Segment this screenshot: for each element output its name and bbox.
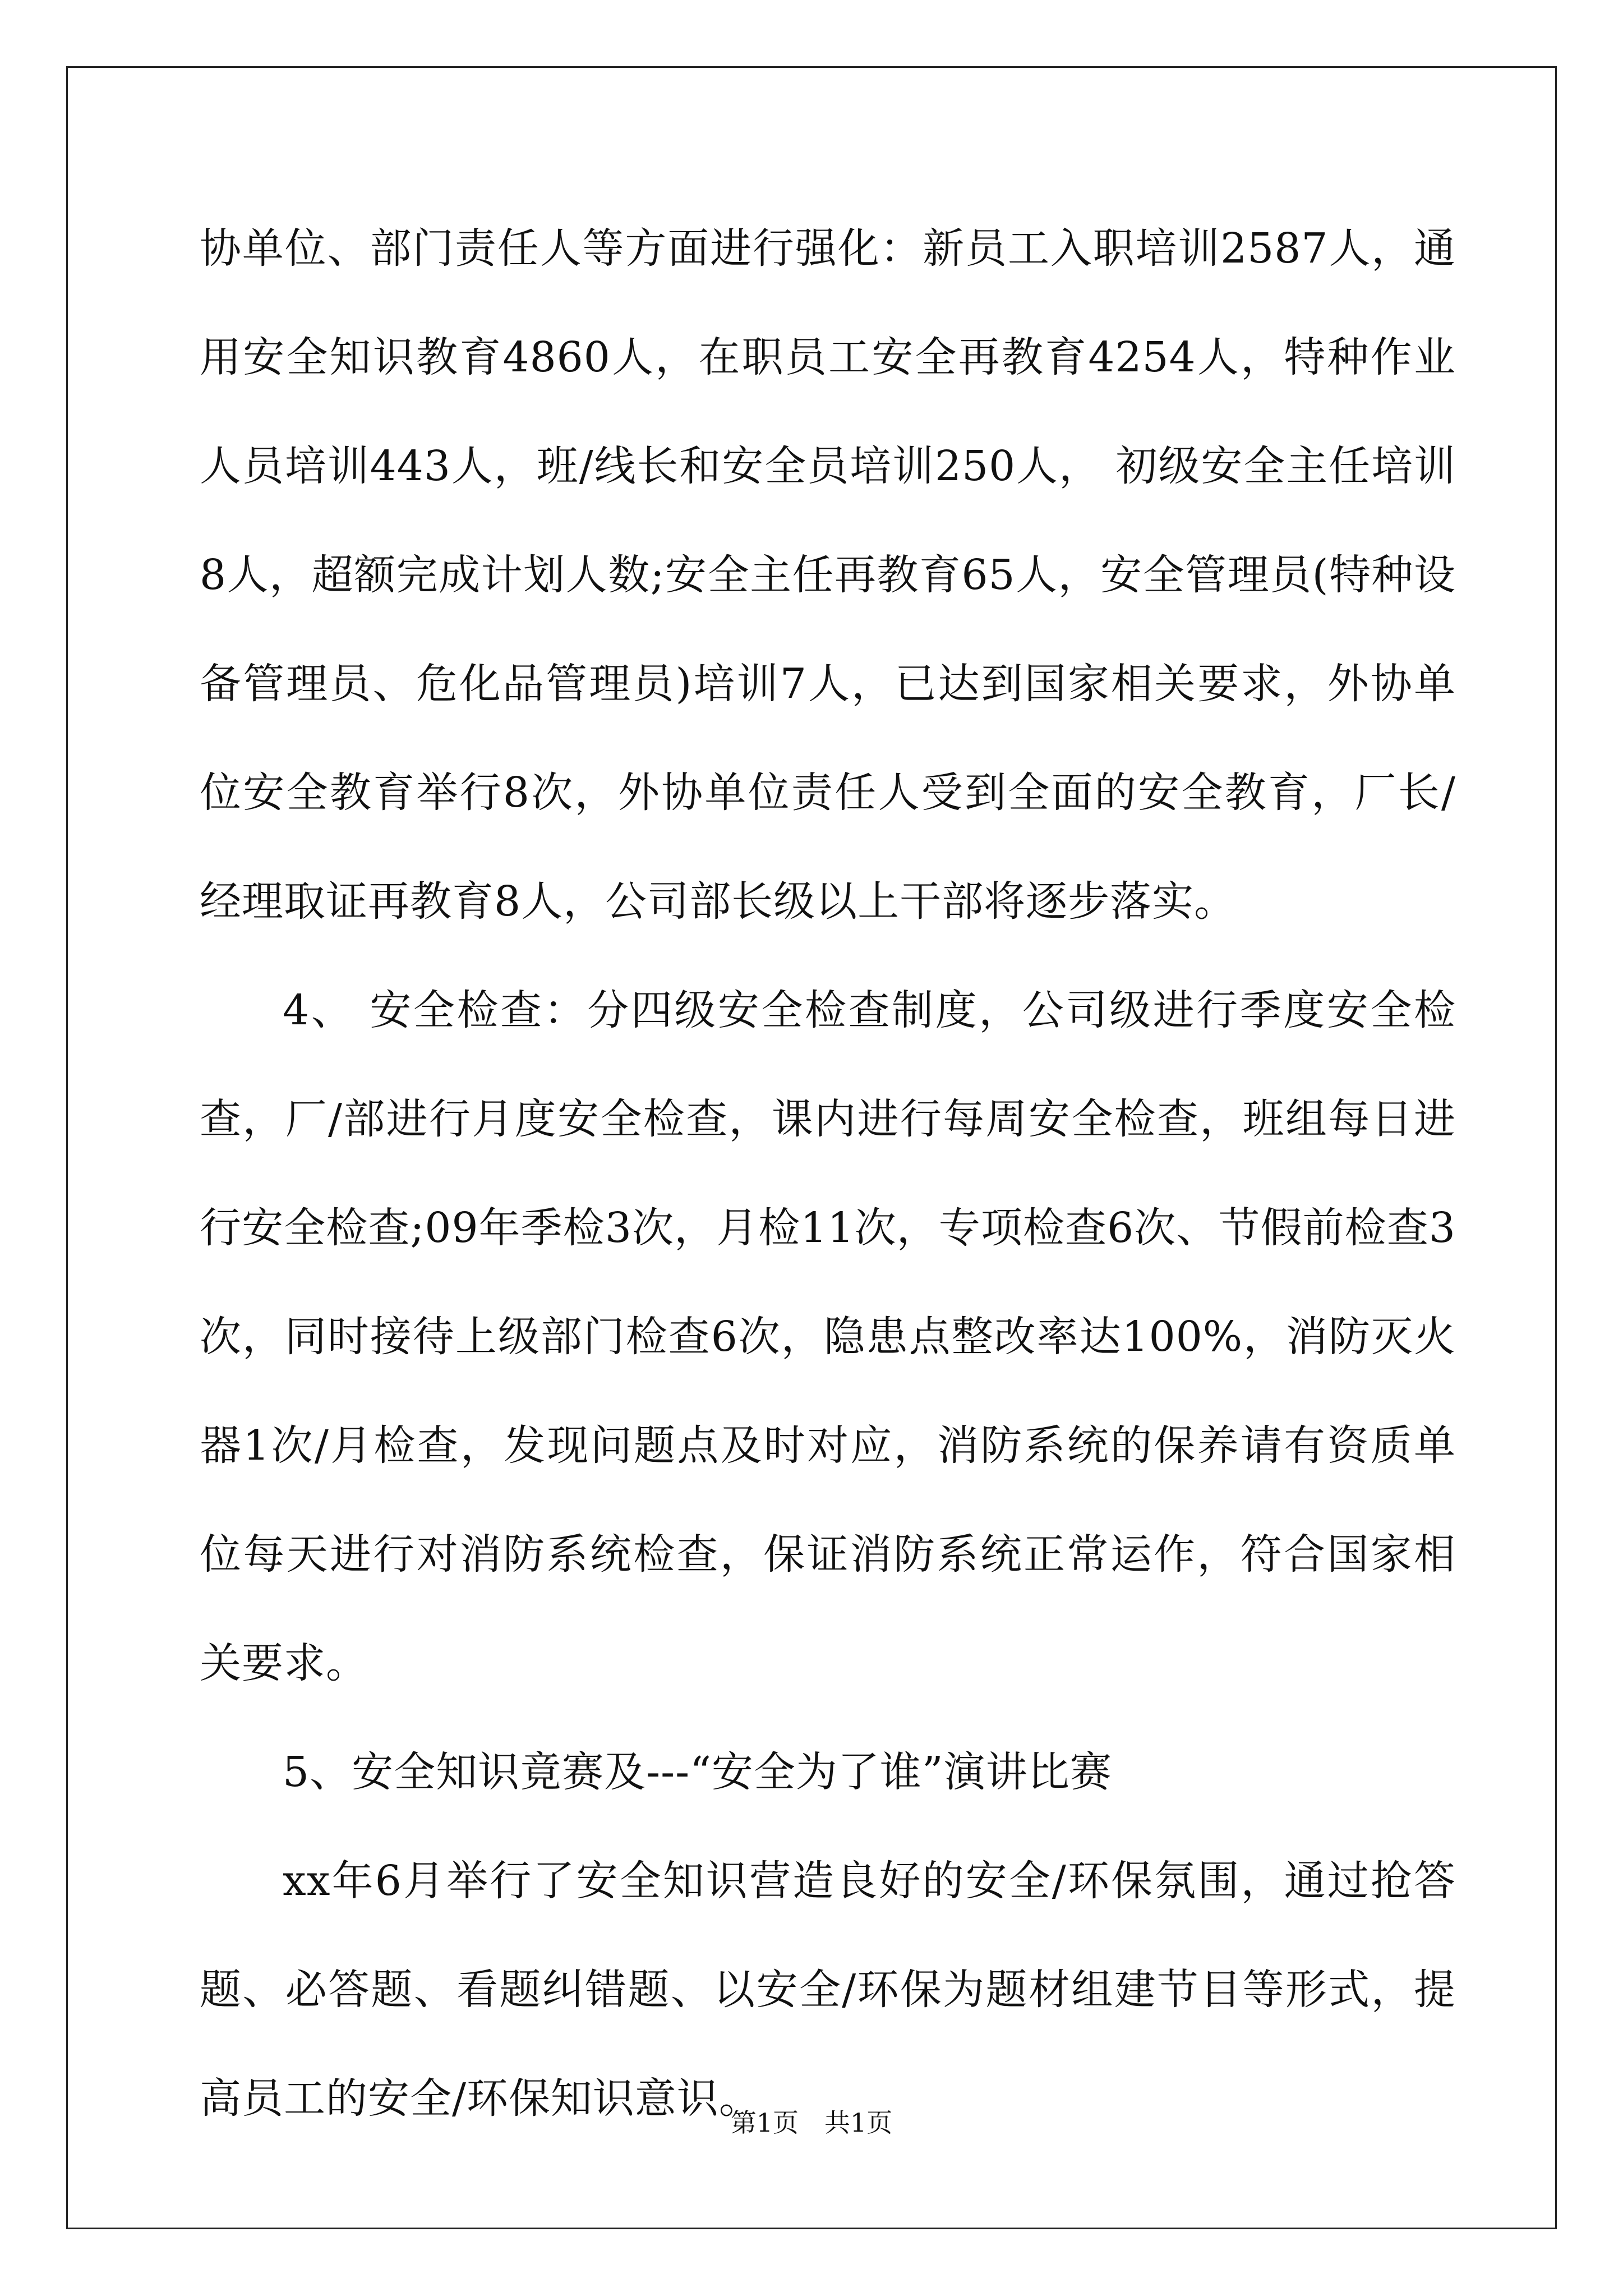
paragraph-safety-inspection: 4、 安全检查：分四级安全检查制度，公司级进行季度安全检查，厂/部进行月度安全检查，课内进行每周安全检查，班组每日进行安全检查;09年季检3次，月检11次，专项检查6次、节假前检查3次，同时接待上级部门检查6次，隐患点整改率达100%，消防灭火器1次/月检查，发现问题点及时对应，消防系统的保养请有资质单位每天进行对消防系统检查，保证消防系统正常运作，符合国家相关要求。 xyxy=(200,986,1456,1687)
paragraph-competition-detail: xx年6月举行了安全知识营造良好的安全/环保氛围，通过抢答题、必答题、看题纠错题、以安全/环保为题材组建节目等形式，提高员工的安全/环保知识意识。 xyxy=(200,1857,1456,2123)
paragraph-competition-heading: 5、安全知识竟赛及---“安全为了谁”演讲比赛 xyxy=(283,1748,1112,1796)
page-footer: 第1页 共1页 xyxy=(730,2108,893,2138)
document-body xyxy=(200,194,1456,2153)
paragraph-continuation: 协单位、部门责任人等方面进行强化：新员工入职培训2587人，通用安全知识教育4860人，在职员工安全再教育4254人，特种作业人员培训443人，班/线长和安全员培训250人， 初级安全主任培训8人，超额完成计划人数;安全主任再教育65人，安全管理员(特种设备管理员、危化品管理员)培训7人，已达到国家相关要求，外协单位安全教育举行8次，外协单位责任人受到全面的安全教育，厂长/经理取证再教育8人，公司部长级以上干部将逐步落实。 xyxy=(200,224,1456,926)
